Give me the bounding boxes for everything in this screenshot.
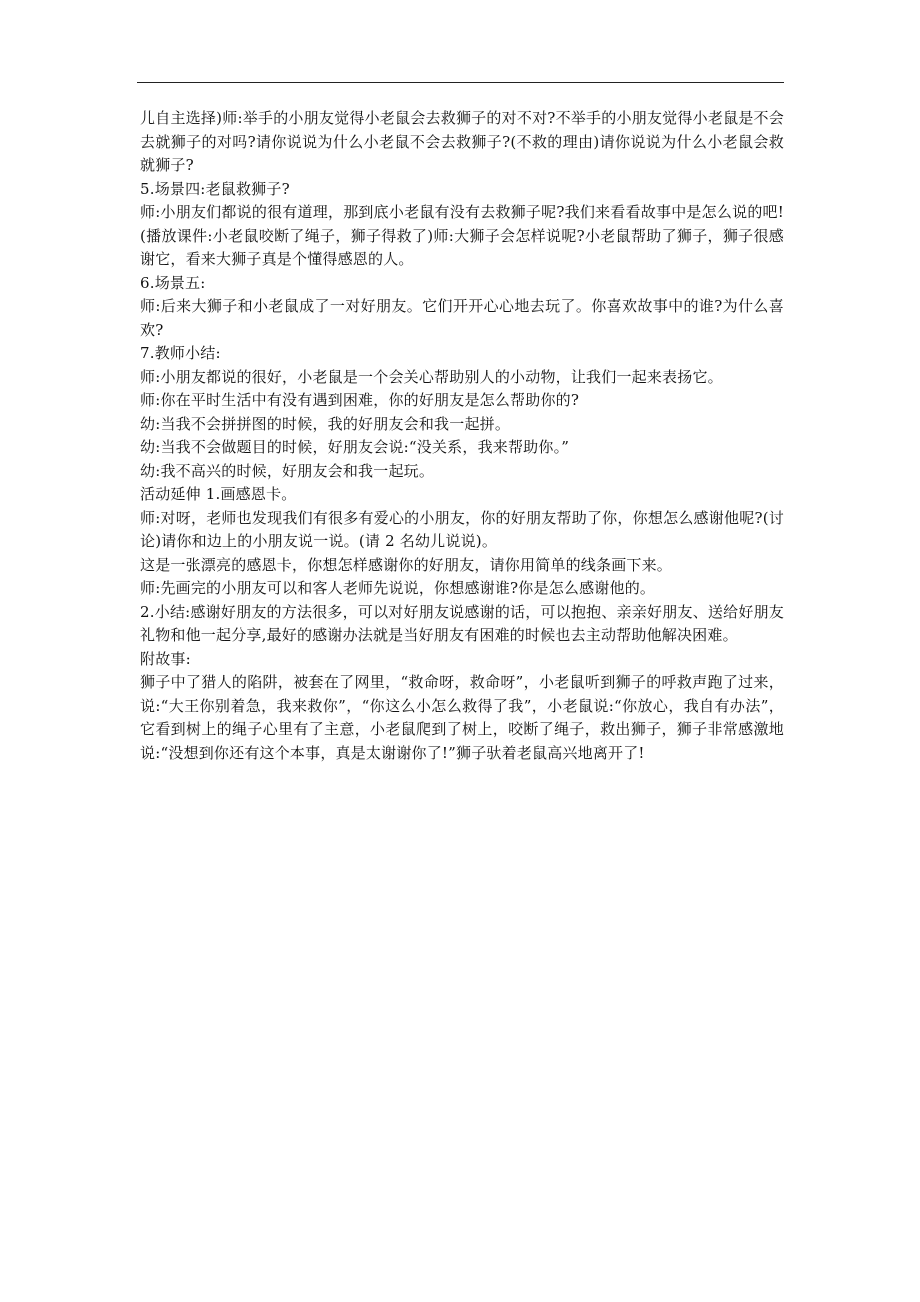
- paragraph-teacher-thanks: 师:对呀，老师也发现我们有很多有爱心的小朋友，你的好朋友帮助了你，你想怎么感谢他呢?(讨论)请你和边上的小朋友说一说。(请 2 名幼儿说说)。: [140, 508, 784, 550]
- heading-scene-five: 6.场景五:: [140, 273, 206, 292]
- paragraph-child-answer-1: 幼:当我不会拼拼图的时候，我的好朋友会和我一起拼。: [140, 414, 511, 433]
- paragraph-card-instructions: 这是一张漂亮的感恩卡，你想怎样感谢你的好朋友，请你用简单的线条画下来。: [140, 555, 673, 574]
- paragraph-continuation: 儿自主选择)师:举手的小朋友觉得小老鼠会去救狮子的对不对?不举手的小朋友觉得小老鼠是不会去就狮子的对吗?请你说说为什么小老鼠不会去救狮子?(不救的理由)请你说说为什么小老鼠会救就狮子?: [140, 109, 784, 174]
- paragraph-scene-four: 师:小朋友们都说的很有道理，那到底小老鼠有没有去救狮子呢?我们来看看故事中是怎么说的吧!(播放课件:小老鼠咬断了绳子，狮子得救了)师:大狮子会怎样说呢?小老鼠帮助了狮子，狮子很感谢它，看来大狮子真是个懂得感恩的人。: [140, 203, 784, 268]
- paragraph-story: 狮子中了猎人的陷阱，被套在了网里，“救命呀，救命呀”，小老鼠听到狮子的呼救声跑了过来，说:“大王你别着急，我来救你”，“你这么小怎么救得了我”，小老鼠说:“你放心，我自有办法”，它看到树上的绳子心里有了主意，小老鼠爬到了树上，咬断了绳子，救出狮子，狮子非常感激地说:“没想到你还有这个本事，真是太谢谢你了!”狮子驮着老鼠高兴地离开了!: [140, 673, 784, 762]
- paragraph-child-answer-3: 幼:我不高兴的时候，好朋友会和我一起玩。: [140, 461, 435, 480]
- heading-scene-four: 5.场景四:老鼠救狮子?: [140, 179, 290, 198]
- paragraph-child-answer-2: 幼:当我不会做题目的时候，好朋友会说:“没关系，我来帮助你。”: [140, 438, 570, 456]
- paragraph-teacher-summary: 师:小朋友都说的很好，小老鼠是一个会关心帮助别人的小动物，让我们一起来表扬它。: [140, 367, 723, 386]
- header-rule: [137, 82, 784, 83]
- paragraph-teacher-question: 师:你在平时生活中有没有遇到困难，你的好朋友是怎么帮助你的?: [140, 391, 580, 409]
- heading-appendix-story: 附故事:: [140, 649, 191, 668]
- paragraph-summary-2: 2.小结:感谢好朋友的方法很多，可以对好朋友说感谢的话，可以抱抱、亲亲好朋友、送给好朋友礼物和他一起分享,最好的感谢办法就是当好朋友有困难的时候也去主动帮助他解决困难。: [140, 602, 784, 644]
- heading-teacher-summary: 7.教师小结:: [140, 344, 221, 362]
- heading-activity-extension: 活动延伸 1.画感恩卡。: [140, 485, 297, 503]
- paragraph-scene-five: 师:后来大狮子和小老鼠成了一对好朋友。它们开开心心地去玩了。你喜欢故事中的谁?为什么喜欢?: [140, 297, 784, 339]
- document-body: [140, 107, 784, 765]
- paragraph-teacher-share: 师:先画完的小朋友可以和客人老师先说说，你想感谢谁?你是怎么感谢他的。: [140, 579, 656, 597]
